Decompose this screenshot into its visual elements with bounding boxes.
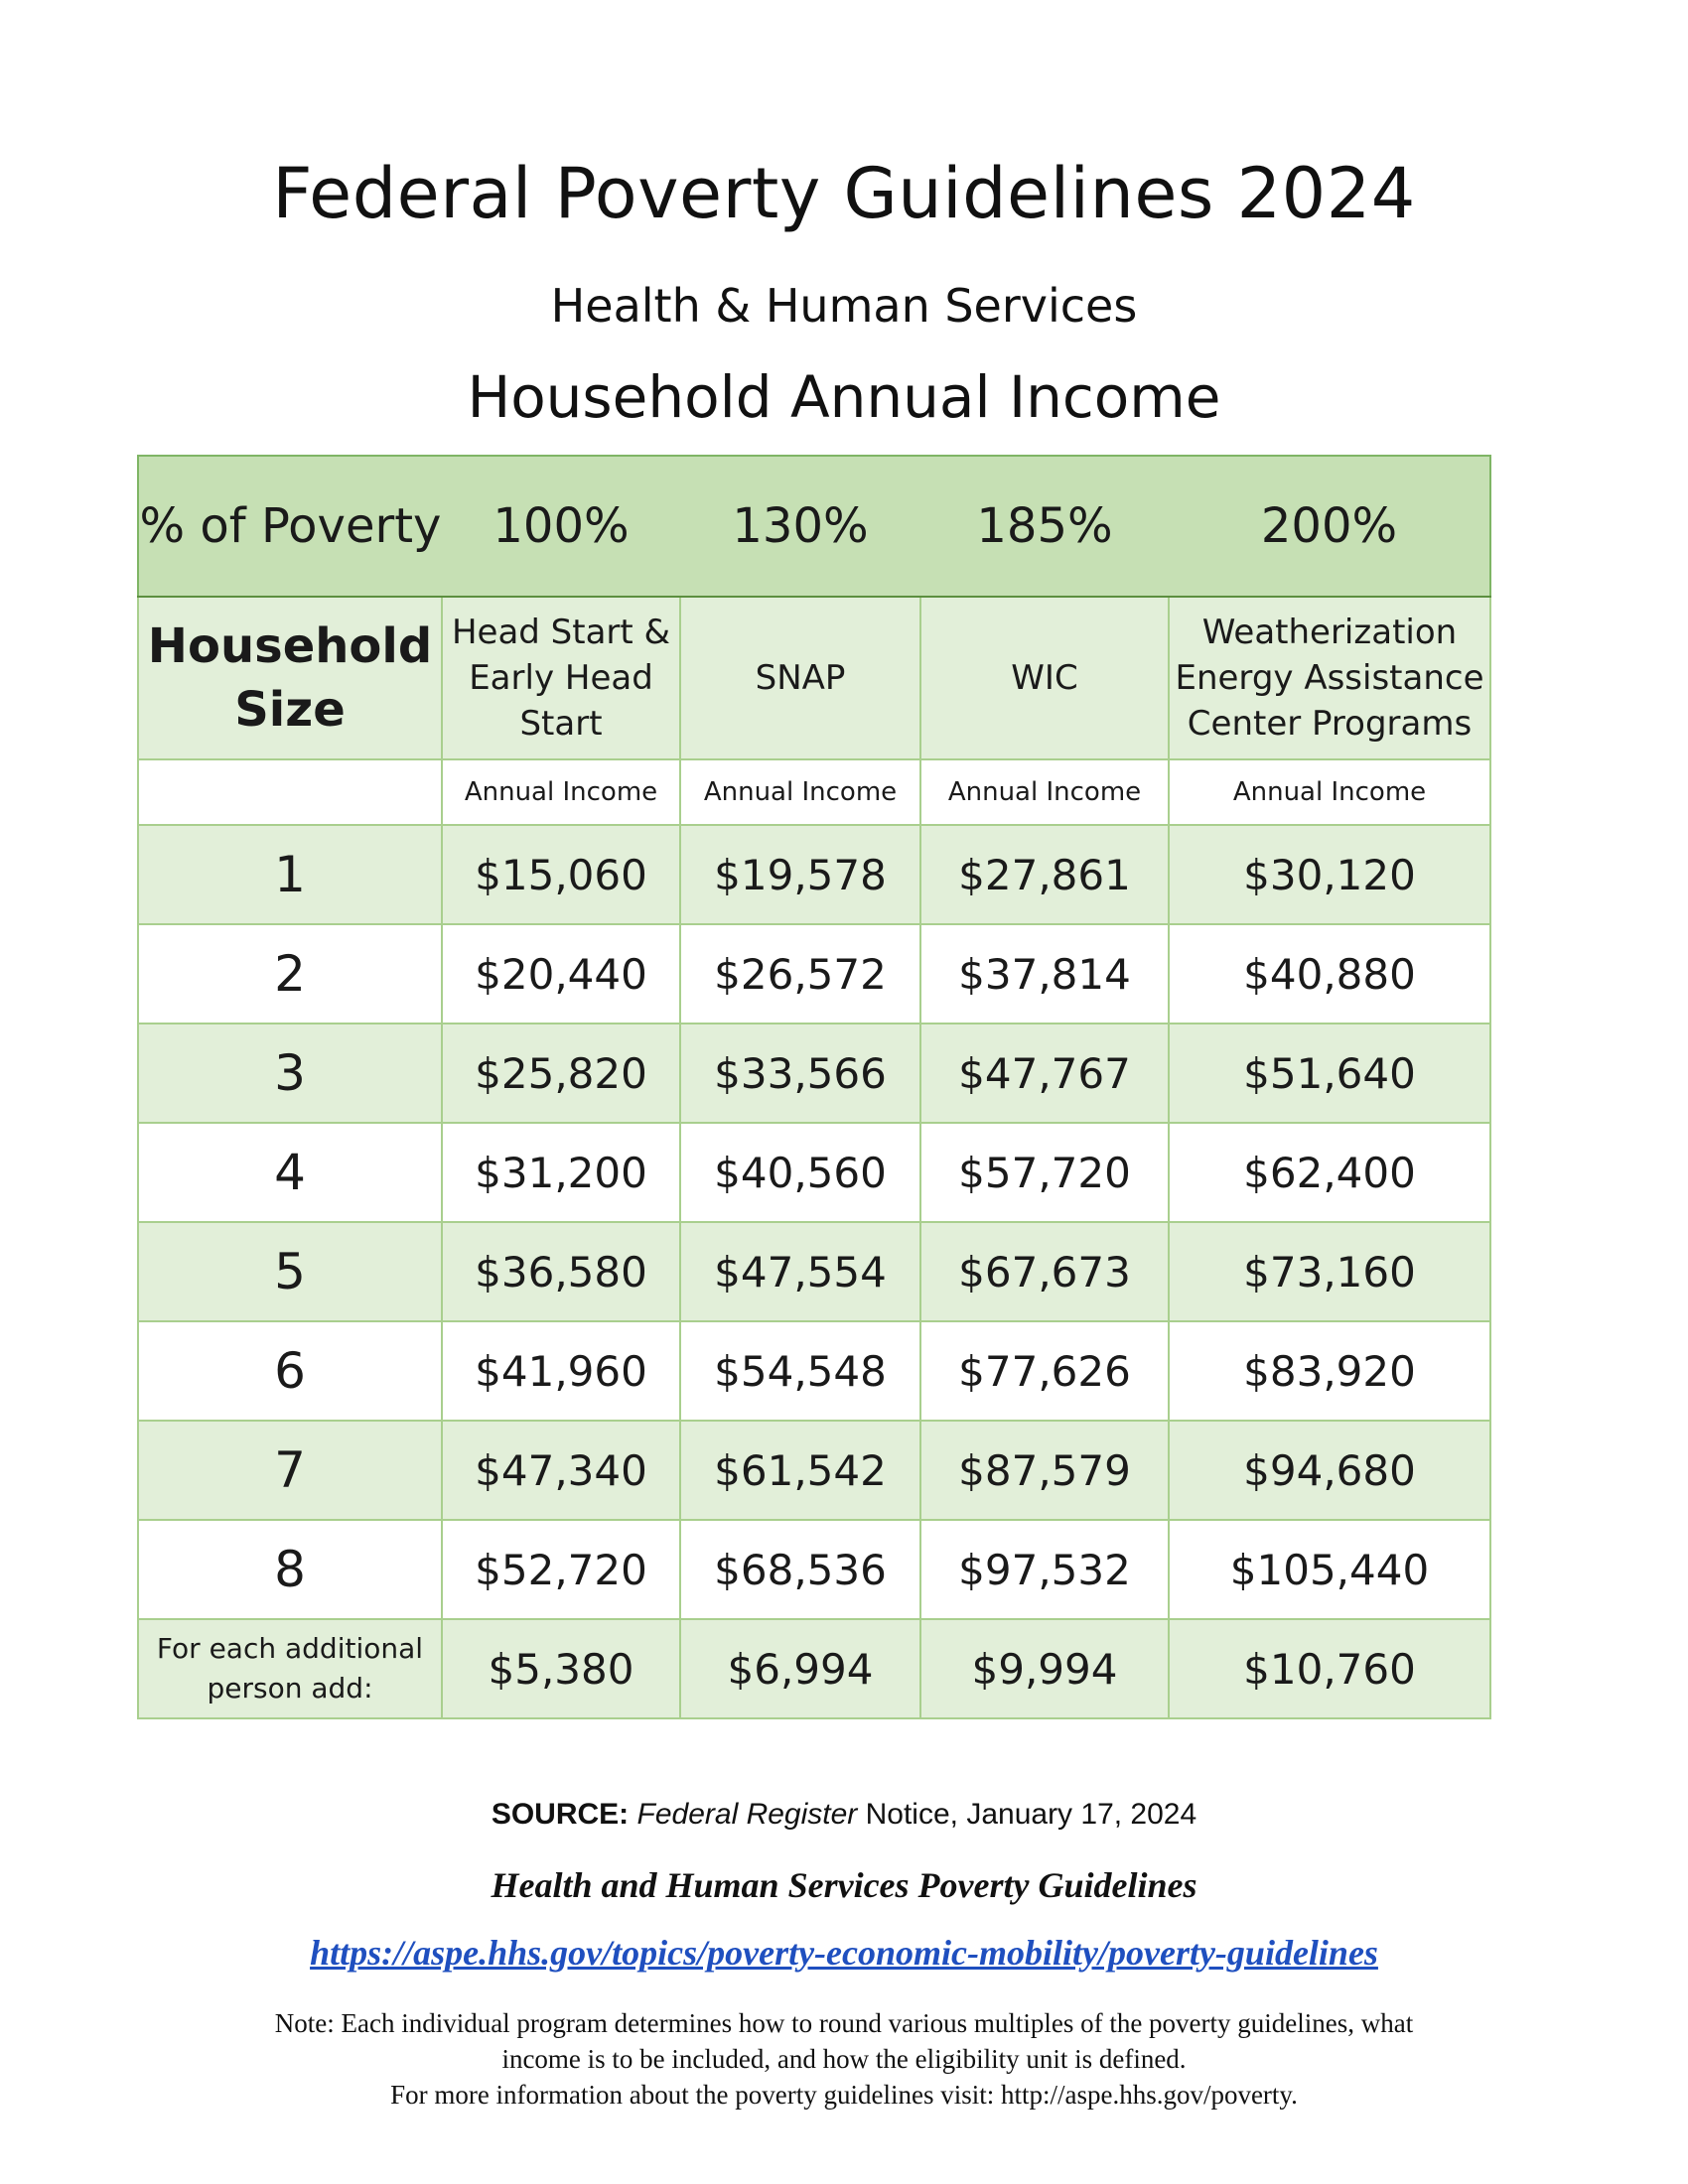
income-cell: $68,536 [680,1520,920,1619]
income-cell: $47,554 [680,1222,920,1321]
percent-header-row [138,456,1490,597]
income-cell: $47,340 [442,1421,680,1520]
annual-income-label: Annual Income [680,759,920,825]
table-row [138,1123,1490,1222]
income-cell: $27,861 [920,825,1169,924]
annual-income-label: Annual Income [442,759,680,825]
income-cell: $57,720 [920,1123,1169,1222]
income-cell: $31,200 [442,1123,680,1222]
additional-person-row [138,1619,1490,1718]
household-size-label: Household Size [138,597,442,759]
percent-header: 200% [1169,456,1490,597]
additional-income-cell: $6,994 [680,1619,920,1718]
household-size-cell: 8 [138,1520,442,1619]
household-size-cell: 5 [138,1222,442,1321]
percent-header: 100% [442,456,680,597]
additional-income-cell: $5,380 [442,1619,680,1718]
program-name: WIC [920,597,1169,759]
income-cell: $40,560 [680,1123,920,1222]
empty-cell [138,759,442,825]
percent-header: 185% [920,456,1169,597]
program-name: Head Start & Early Head Start [442,597,680,759]
table-row [138,825,1490,924]
note-line: For more information about the poverty guidelines visit: http://aspe.hhs.gov/poverty. [390,2080,1298,2110]
household-size-cell: 7 [138,1421,442,1520]
source-date: Notice, January 17, 2024 [865,1798,1197,1831]
income-cell: $97,532 [920,1520,1169,1619]
guidelines-link[interactable]: https://aspe.hhs.gov/topics/poverty-economic-mobility/poverty-guidelines [310,1933,1378,1973]
income-cell: $61,542 [680,1421,920,1520]
additional-person-label: For each additional person add: [138,1619,442,1718]
income-cell: $30,120 [1169,825,1490,924]
income-cell: $87,579 [920,1421,1169,1520]
source-label: SOURCE: [491,1798,630,1831]
percent-of-poverty-label: % of Poverty [138,456,442,597]
income-cell: $26,572 [680,924,920,1024]
additional-income-cell: $9,994 [920,1619,1169,1718]
income-cell: $62,400 [1169,1123,1490,1222]
annual-income-label: Annual Income [1169,759,1490,825]
percent-header: 130% [680,456,920,597]
income-cell: $47,767 [920,1024,1169,1123]
additional-income-cell: $10,760 [1169,1619,1490,1718]
household-size-cell: 1 [138,825,442,924]
income-cell: $54,548 [680,1321,920,1421]
program-name: SNAP [680,597,920,759]
income-cell: $15,060 [442,825,680,924]
household-size-cell: 2 [138,924,442,1024]
income-cell: $37,814 [920,924,1169,1024]
note-line: Note: Each individual program determines how to round various multiples of the poverty guidelines, what [274,2008,1414,2038]
table-row [138,1321,1490,1421]
page-title: Federal Poverty Guidelines 2024 [272,153,1416,234]
page-subtitle: Health & Human Services [550,279,1138,333]
table-row [138,1520,1490,1619]
table-row [138,924,1490,1024]
income-cell: $52,720 [442,1520,680,1619]
guidelines-title: Health and Human Services Poverty Guidelines [491,1865,1197,1905]
note-line: income is to be included, and how the eligibility unit is defined. [501,2044,1187,2074]
income-cell: $105,440 [1169,1520,1490,1619]
household-size-cell: 3 [138,1024,442,1123]
income-cell: $19,578 [680,825,920,924]
income-cell: $40,880 [1169,924,1490,1024]
annual-income-label: Annual Income [920,759,1169,825]
source-line [0,1795,1688,1835]
program-header-row [138,597,1490,759]
income-cell: $41,960 [442,1321,680,1421]
income-cell: $83,920 [1169,1321,1490,1421]
household-size-cell: 4 [138,1123,442,1222]
income-cell: $94,680 [1169,1421,1490,1520]
page-heading: Household Annual Income [467,363,1221,431]
income-cell: $67,673 [920,1222,1169,1321]
source-publication: Federal Register [636,1798,858,1831]
annual-income-row [138,759,1490,825]
household-size-cell: 6 [138,1321,442,1421]
table-row [138,1024,1490,1123]
income-cell: $73,160 [1169,1222,1490,1321]
income-cell: $33,566 [680,1024,920,1123]
program-name: Weatherization Energy Assistance Center Programs [1169,597,1490,759]
income-cell: $25,820 [442,1024,680,1123]
table-row [138,1222,1490,1321]
income-cell: $20,440 [442,924,680,1024]
income-cell: $51,640 [1169,1024,1490,1123]
income-cell: $36,580 [442,1222,680,1321]
income-cell: $77,626 [920,1321,1169,1421]
table-row [138,1421,1490,1520]
poverty-guidelines-table [137,455,1491,1719]
